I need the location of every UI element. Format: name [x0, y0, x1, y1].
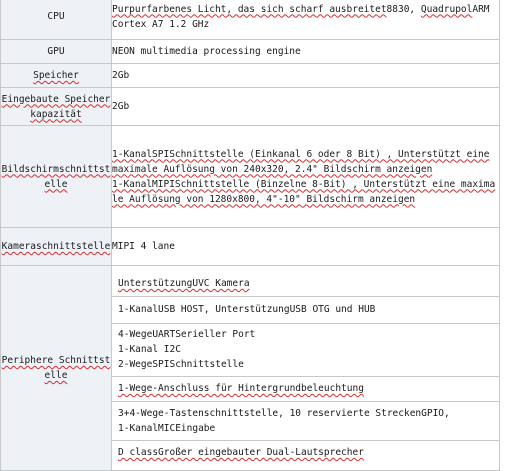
row-label-display: Bildschirmschnittstelle [1, 126, 112, 228]
row-label-gpu: GPU [1, 40, 112, 64]
peripheral-uvc: UnterstützungUVC Kamera [118, 278, 250, 289]
row-value-speicher: 2Gb [112, 64, 500, 88]
peripheral-keys: 3+4-Wege-Tastenschnittstelle, 10 reservierte StreckenGPIO, 1-KanalMICEingabe [112, 401, 499, 440]
table-row [1, 0, 500, 40]
row-value-display [112, 126, 500, 228]
display-line-mipi: 1-KanalMIPISchnittstelle (Binzelne 8-Bit) , Unterstützt eine maximale Auflösung von 1280x800, 4"-10" Bildschirm anzeigen [112, 178, 496, 205]
table-row [1, 228, 500, 266]
row-label-camera: Kameraschnittstelle [1, 228, 112, 266]
row-label-speicher: Speicher [1, 64, 112, 88]
peripheral-uart: 4-WegeUARTSerieller Port 1-Kanal I2C 2-WegeSPISchnittstelle [112, 323, 499, 376]
row-value-camera: MIPI 4 lane [112, 228, 500, 266]
row-label-storage: Eingebaute Speicherkapazität [1, 88, 112, 126]
row-label-peripheral: Periphere Schnittstelle [1, 266, 112, 471]
cpu-text-3: Quadrupol [420, 3, 473, 15]
cpu-text-4: ARM Cortex A7 1.2 GHz [112, 3, 490, 30]
row-value-peripheral [112, 266, 500, 471]
cpu-text-2: 8830, [386, 3, 421, 15]
peripheral-backlight: 1-Wege-Anschluss für Hintergrundbeleuchtung [112, 376, 499, 401]
row-value-cpu [112, 0, 500, 40]
table-row [1, 126, 500, 228]
row-value-storage: 2Gb [112, 88, 500, 126]
table-row [1, 64, 500, 88]
row-value-gpu: NEON multimedia processing engine [112, 40, 500, 64]
table-row [1, 266, 500, 471]
row-label-cpu: CPU [1, 0, 112, 40]
table-row [1, 88, 500, 126]
table-row [1, 40, 500, 64]
peripheral-speaker: D classGroßer eingebauter Dual-Lautsprecher [112, 440, 499, 465]
peripheral-usb: 1-KanalUSB HOST, UnterstützungUSB OTG und HUB [112, 296, 499, 323]
display-line-spi: 1-KanalSPISchnittstelle (Einkanal 6 oder 8 Bit) , Unterstützt eine maximale Auflösung von 240x320, 2.4" Bildschirm anzeigen [112, 148, 490, 175]
cpu-text-1: Purpurfarbenes Licht, das sich scharf ausbreitet [112, 3, 387, 15]
